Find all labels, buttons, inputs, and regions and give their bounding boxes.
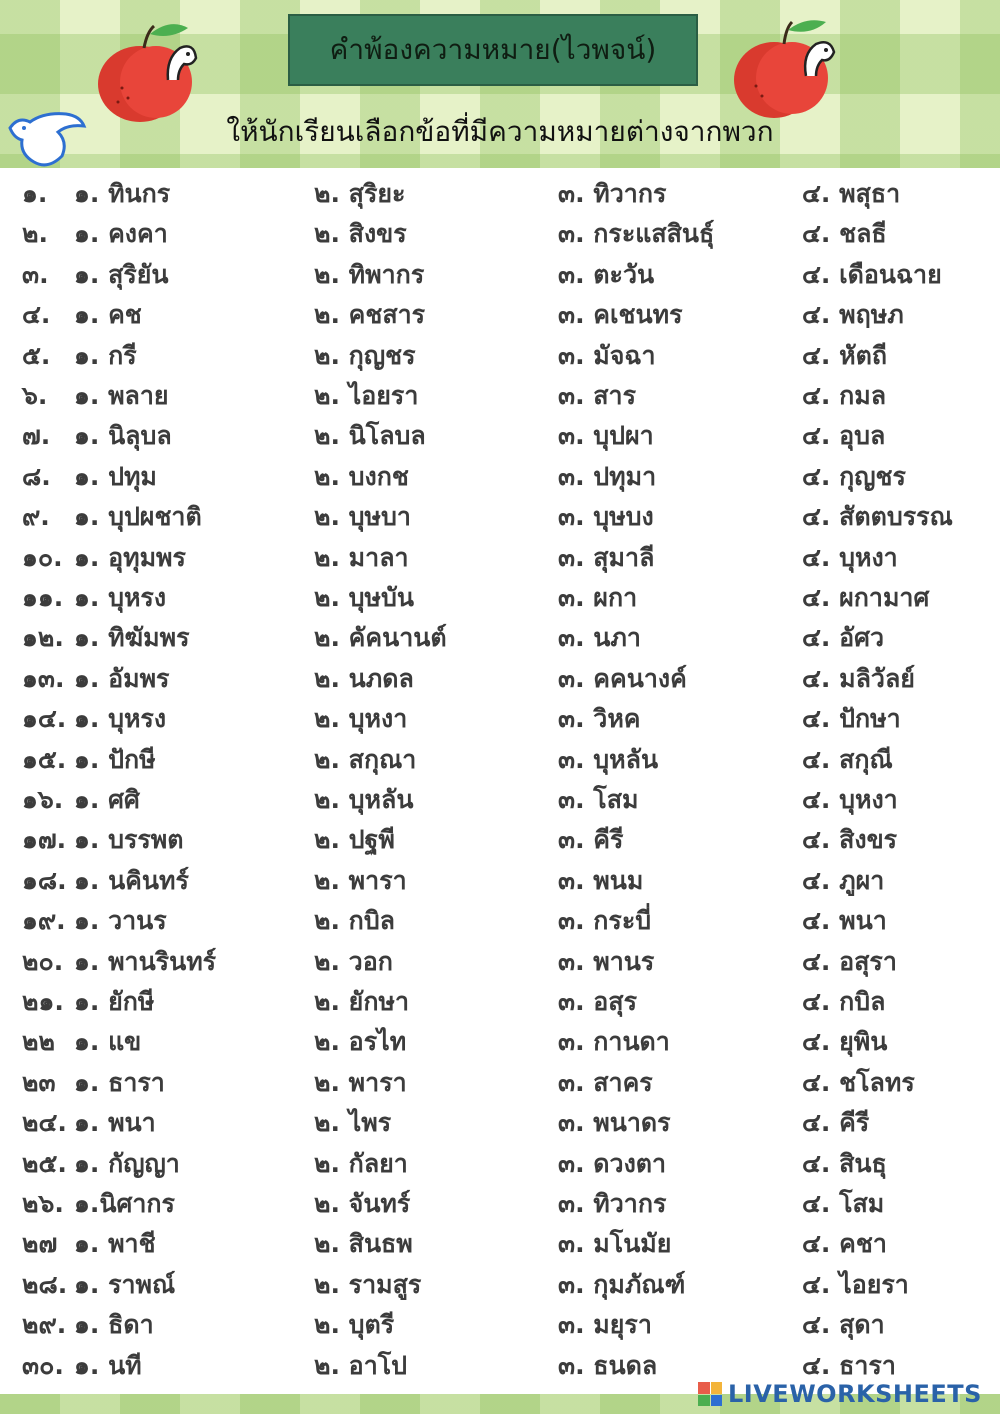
option-1[interactable]: ๑. อุทุมพร [74, 542, 186, 572]
liveworksheets-logo-icon [698, 1382, 722, 1406]
option-4[interactable]: ๔. คชา [802, 1229, 887, 1259]
question-row [0, 901, 1000, 941]
option-3[interactable]: ๓. ตะวัน [558, 259, 655, 289]
brand-name: LIVEWORKSHEETS [728, 1380, 982, 1408]
option-4[interactable]: ๔. ปักษา [802, 704, 901, 734]
option-4[interactable]: ๔. พสุธา [802, 179, 901, 208]
question-number: ๑๑. [22, 583, 64, 612]
option-4[interactable]: ๔. กมล [802, 381, 887, 410]
option-4[interactable]: ๔. ธารา [802, 1350, 896, 1380]
option-2[interactable]: ๒. วอก [314, 946, 393, 976]
option-2[interactable]: ๒. สกุณา [314, 744, 417, 774]
option-2[interactable]: ๒. รามสูร [314, 1269, 422, 1299]
question-number: ๑๖. [22, 785, 64, 814]
option-1[interactable]: ๑. ปักษี [74, 744, 156, 774]
option-4[interactable]: ๔. หัตถี [802, 340, 887, 370]
option-3[interactable]: ๓. มัจฉา [558, 340, 656, 370]
option-1[interactable]: ๑. นที [74, 1350, 142, 1380]
option-1[interactable]: ๑. ทินกร [74, 179, 171, 208]
question-number: ๒๙. [22, 1310, 67, 1340]
option-4[interactable]: ๔. กบิล [802, 987, 886, 1016]
question-number: ๑๔. [22, 704, 67, 734]
question-number: ๕. [22, 340, 51, 370]
option-3[interactable]: ๓. คเชนทร [558, 300, 683, 330]
question-number: ๒. [22, 219, 48, 249]
question-number: ๓. [22, 259, 49, 289]
option-3[interactable]: ๓. ธนดล [558, 1350, 658, 1380]
question-row [0, 740, 1000, 780]
option-4[interactable]: ๔. พนา [802, 906, 887, 936]
option-1[interactable]: ๑. บุปผชาติ [74, 502, 202, 532]
option-3[interactable]: ๓. สาคร [558, 1067, 653, 1097]
question-row [0, 295, 1000, 335]
option-3[interactable]: ๓. คีรี [558, 825, 624, 855]
option-3[interactable]: ๓. กระแสสินธุ์ [558, 219, 715, 249]
question-number: ๑๘. [22, 865, 67, 895]
option-2[interactable]: ๒. กบิล [314, 906, 396, 936]
option-2[interactable]: ๒. บุตรี [314, 1310, 395, 1340]
option-1[interactable]: ๑. พาชี [74, 1229, 156, 1259]
option-1[interactable]: ๑. บรรพต [74, 825, 184, 855]
option-2[interactable]: ๒. คัคนานต์ [314, 623, 447, 653]
option-4[interactable]: ๔. กุญชร [802, 461, 906, 491]
option-2[interactable]: ๒. พารา [314, 1067, 407, 1097]
option-1[interactable]: ๑. พลาย [74, 381, 169, 410]
option-3[interactable]: ๓. วิหค [558, 704, 641, 734]
option-2[interactable]: ๒. บุษบัน [314, 583, 414, 612]
option-4[interactable]: ๔. อสุรา [802, 946, 897, 976]
question-number: ๒๗ [22, 1229, 58, 1259]
question-row [0, 497, 1000, 537]
option-2[interactable]: ๒. นภดล [314, 663, 414, 693]
question-row [0, 780, 1000, 820]
option-2[interactable]: ๒. นิโลบล [314, 421, 426, 451]
question-number: ๒๘. [22, 1269, 68, 1299]
liveworksheets-footer[interactable] [698, 1378, 982, 1410]
option-4[interactable]: ๔. ไอยรา [802, 1269, 909, 1299]
option-4[interactable]: ๔. อัศว [802, 623, 885, 653]
question-number: ๑๕. [22, 744, 67, 774]
option-3[interactable]: ๓. นภา [558, 623, 641, 653]
option-2[interactable]: ๒. กุญชร [314, 340, 416, 370]
question-row [0, 457, 1000, 497]
option-2[interactable]: ๒. พารา [314, 865, 407, 895]
question-row [0, 942, 1000, 982]
question-row [0, 1103, 1000, 1143]
question-number: ๘. [22, 461, 51, 491]
option-3[interactable]: ๓. สุมาลี [558, 542, 655, 572]
option-3[interactable]: ๓. สาร [558, 381, 637, 410]
option-3[interactable]: ๓. ผกา [558, 583, 638, 612]
option-3[interactable]: ๓. บุหลัน [558, 744, 659, 774]
option-4[interactable]: ๔. มลิวัลย์ [802, 663, 915, 693]
option-2[interactable]: ๒. คชสาร [314, 300, 426, 330]
option-2[interactable]: ๒. ทิพากร [314, 259, 425, 289]
option-3[interactable]: ๓. บุษบง [558, 502, 654, 532]
question-row [0, 578, 1000, 618]
question-row [0, 174, 1000, 214]
apple-icon [730, 14, 840, 124]
question-number: ๒๑. [22, 987, 64, 1016]
option-2[interactable]: ๒. จันทร์ [314, 1189, 411, 1218]
option-3[interactable]: ๓. ทิวากร [558, 179, 667, 208]
option-2[interactable]: ๒. สินธพ [314, 1229, 413, 1259]
option-3[interactable]: ๓. โสม [558, 785, 639, 814]
option-4[interactable]: ๔. อุบล [802, 421, 886, 451]
question-row [0, 659, 1000, 699]
question-row [0, 1305, 1000, 1345]
option-4[interactable]: ๔. คีรี [802, 1108, 870, 1138]
question-row [0, 861, 1000, 901]
option-3[interactable]: ๓. มยุรา [558, 1310, 652, 1340]
option-4[interactable]: ๔. สกุณี [802, 744, 893, 774]
question-number: ๑๙. [22, 906, 66, 936]
question-number: ๓๐. [22, 1350, 64, 1380]
option-3[interactable]: ๓. คคนางค์ [558, 663, 687, 693]
option-3[interactable]: ๓. พานร [558, 946, 655, 976]
option-3[interactable]: ๓. พนาดร [558, 1108, 671, 1138]
option-4[interactable]: ๔. บุหงา [802, 542, 898, 572]
question-number: ๔. [22, 300, 51, 330]
option-2[interactable]: ๒. ปฐพี [314, 825, 395, 855]
option-2[interactable]: ๒. บุษบา [314, 502, 411, 532]
option-1[interactable]: ๑. กัญญา [74, 1148, 180, 1178]
option-3[interactable]: ๓. พนม [558, 865, 644, 895]
option-2[interactable]: ๒. ยักษา [314, 987, 409, 1016]
option-3[interactable]: ๓. มโนมัย [558, 1229, 672, 1259]
option-2[interactable]: ๒. ไพร [314, 1108, 392, 1138]
option-3[interactable]: ๓. กุมภัณฑ์ [558, 1269, 686, 1299]
option-4[interactable]: ๔. ผกามาศ [802, 583, 930, 612]
title-banner [288, 14, 698, 86]
question-number: ๒๒ [22, 1027, 55, 1057]
option-2[interactable]: ๒. กัลยา [314, 1148, 408, 1178]
option-1[interactable]: ๑. กรี [74, 340, 137, 370]
question-row [0, 699, 1000, 739]
option-2[interactable]: ๒. บุหลัน [314, 785, 414, 814]
option-1[interactable]: ๑. ทิฆัมพร [74, 623, 190, 653]
option-3[interactable]: ๓. บุปผา [558, 421, 654, 451]
question-number: ๒๕. [22, 1148, 67, 1178]
question-row [0, 982, 1000, 1022]
option-4[interactable]: ๔. ภูผา [802, 865, 885, 895]
option-3[interactable]: ๓. อสุร [558, 987, 637, 1016]
question-row [0, 1224, 1000, 1264]
option-4[interactable]: ๔. สัตตบรรณ [802, 502, 953, 532]
option-1[interactable]: ๑. บุหรง [74, 583, 167, 612]
option-1[interactable]: ๑. พนา [74, 1108, 156, 1138]
question-number: ๒๖. [22, 1189, 64, 1218]
option-3[interactable]: ๓. ดวงตา [558, 1148, 667, 1178]
option-3[interactable]: ๓. กานดา [558, 1027, 670, 1057]
option-2[interactable]: ๒. อาโป [314, 1350, 408, 1380]
question-number: ๑๗. [22, 825, 67, 855]
option-2[interactable]: ๒. สิงขร [314, 219, 407, 249]
option-1[interactable]: ๑. ราพณ์ [74, 1269, 176, 1299]
question-number: ๗. [22, 421, 51, 451]
question-row [0, 255, 1000, 295]
option-3[interactable]: ๓. กระบี่ [558, 906, 652, 936]
question-row [0, 1184, 1000, 1224]
question-number: ๑๐. [22, 542, 63, 572]
option-1[interactable]: ๑. สุริยัน [74, 259, 169, 289]
option-4[interactable]: ๔. ชลธี [802, 219, 887, 249]
question-row [0, 1063, 1000, 1103]
option-4[interactable]: ๔. ชโลทร [802, 1067, 915, 1097]
question-number: ๒๓ [22, 1067, 56, 1097]
question-row [0, 618, 1000, 658]
question-row [0, 1022, 1000, 1062]
question-number: ๑๒. [22, 623, 64, 653]
option-1[interactable]: ๑. ศศิ [74, 785, 140, 814]
option-2[interactable]: ๒. มาลา [314, 542, 409, 572]
option-1[interactable]: ๑.นิศากร [74, 1189, 175, 1218]
option-2[interactable]: ๒. บุหงา [314, 704, 408, 734]
option-2[interactable]: ๒. สุริยะ [314, 179, 406, 208]
option-1[interactable]: ๑. วานร [74, 906, 167, 936]
option-3[interactable]: ๓. ทิวากร [558, 1189, 667, 1218]
option-1[interactable]: ๑. แข [74, 1027, 142, 1057]
option-4[interactable]: ๔. บุหงา [802, 785, 898, 814]
option-1[interactable]: ๑. ธารา [74, 1067, 165, 1097]
option-2[interactable]: ๒. บงกช [314, 461, 409, 491]
question-number: ๖. [22, 381, 48, 410]
option-1[interactable]: ๑. พานรินทร์ [74, 946, 217, 976]
option-1[interactable]: ๑. บุหรง [74, 704, 167, 734]
question-row [0, 820, 1000, 860]
option-1[interactable]: ๑. นิลุบล [74, 421, 172, 451]
question-row [0, 376, 1000, 416]
instruction-text: ให้นักเรียนเลือกข้อที่มีความหมายต่างจากพวก [226, 115, 774, 148]
question-row [0, 1265, 1000, 1305]
option-2[interactable]: ๒. ไอยรา [314, 381, 419, 410]
option-4[interactable]: ๔. เดือนฉาย [802, 259, 942, 289]
option-4[interactable]: ๔. ยุพิน [802, 1027, 888, 1057]
question-row [0, 336, 1000, 376]
option-1[interactable]: ๑. ยักษี [74, 987, 155, 1016]
question-number: ๙. [22, 502, 50, 532]
question-number: ๑๓. [22, 663, 65, 693]
option-3[interactable]: ๓. ปทุมา [558, 461, 657, 491]
option-4[interactable]: ๔. พฤษภ [802, 300, 904, 330]
option-2[interactable]: ๒. อรไท [314, 1027, 407, 1057]
question-row [0, 538, 1000, 578]
option-1[interactable]: ๑. อัมพร [74, 663, 170, 693]
question-number: ๒๐. [22, 946, 64, 976]
option-4[interactable]: ๔. สิงขร [802, 825, 898, 855]
option-4[interactable]: ๔. สินธุ [802, 1148, 887, 1178]
question-row [0, 1144, 1000, 1184]
option-4[interactable]: ๔. โสม [802, 1189, 885, 1218]
option-1[interactable]: ๑. คงคา [74, 219, 168, 249]
question-row [0, 416, 1000, 456]
question-sheet [0, 168, 1000, 1394]
option-1[interactable]: ๑. ปทุม [74, 461, 157, 491]
question-row [0, 214, 1000, 254]
option-4[interactable]: ๔. สุดา [802, 1310, 885, 1340]
option-1[interactable]: ๑. คช [74, 300, 142, 330]
page-title: คำพ้องความหมาย(ไวพจน์) [329, 33, 657, 66]
question-number: ๑. [22, 179, 48, 208]
option-1[interactable]: ๑. นคินทร์ [74, 865, 189, 895]
option-1[interactable]: ๑. ธิดา [74, 1310, 154, 1340]
question-number: ๒๔. [22, 1108, 67, 1138]
